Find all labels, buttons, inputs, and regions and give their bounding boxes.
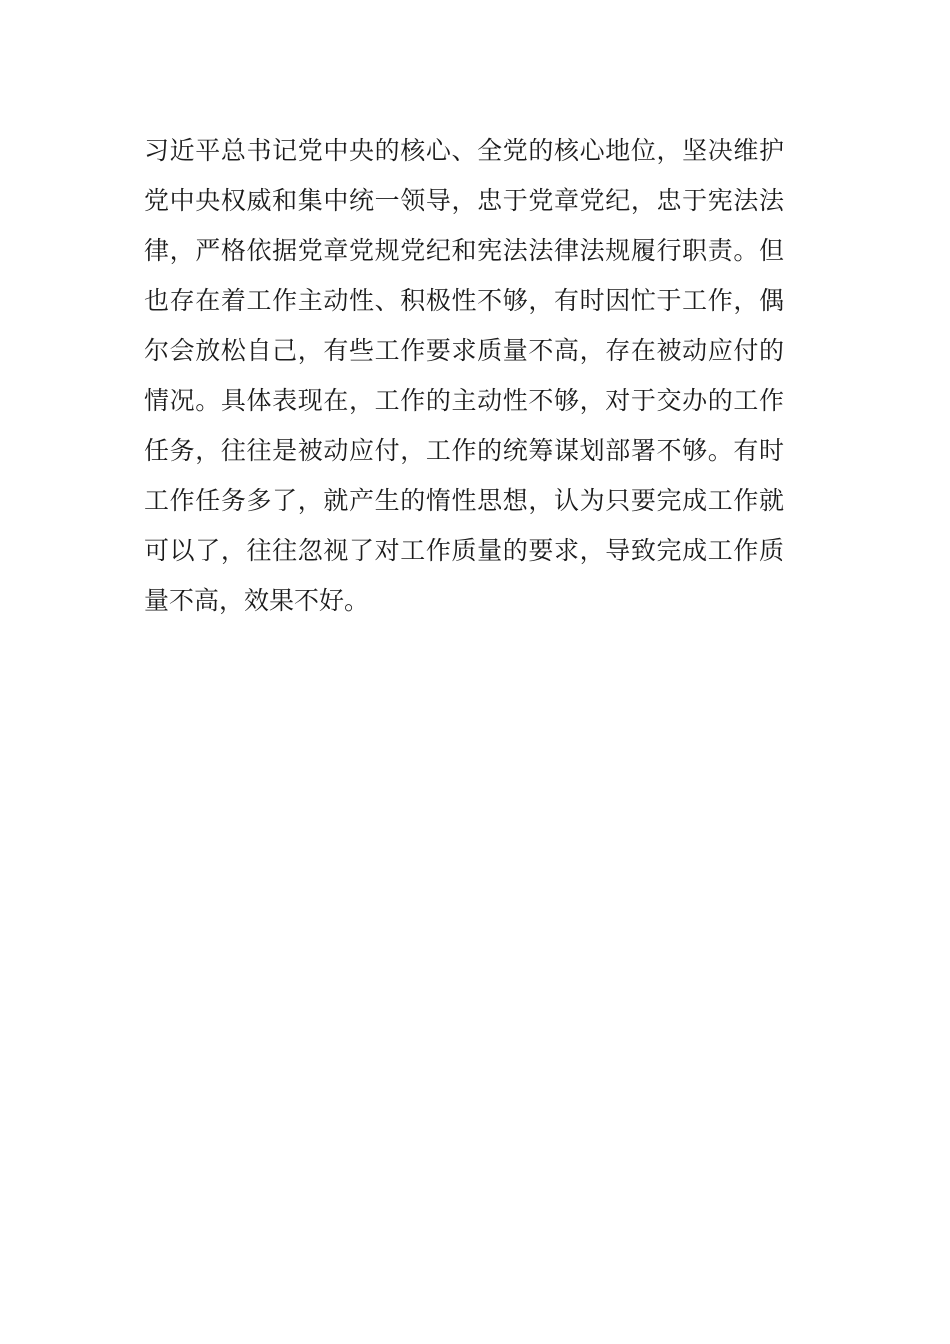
paragraph-line: 律，严格依据党章党规党纪和宪法法律法规履行职责。但 (144, 236, 784, 265)
paragraph-line: 可以了，往往忽视了对工作质量的要求，导致完成工作质 (144, 536, 784, 565)
paragraph-line: 任务，往往是被动应付，工作的统筹谋划部署不够。有时 (144, 436, 784, 465)
body-paragraph (144, 126, 784, 626)
paragraph-line: 也存在着工作主动性、积极性不够，有时因忙于工作，偶 (144, 286, 784, 315)
paragraph-line: 尔会放松自己，有些工作要求质量不高，存在被动应付的 (144, 336, 784, 365)
paragraph-line: 量不高，效果不好。 (144, 586, 370, 615)
paragraph-line: 情况。具体表现在，工作的主动性不够，对于交办的工作 (144, 386, 784, 415)
paragraph-line: 党中央权威和集中统一领导，忠于党章党纪，忠于宪法法 (144, 186, 784, 215)
paragraph-line: 工作任务多了，就产生的惰性思想，认为只要完成工作就 (144, 486, 784, 515)
paragraph-line: 习近平总书记党中央的核心、全党的核心地位，坚决维护 (144, 136, 784, 165)
